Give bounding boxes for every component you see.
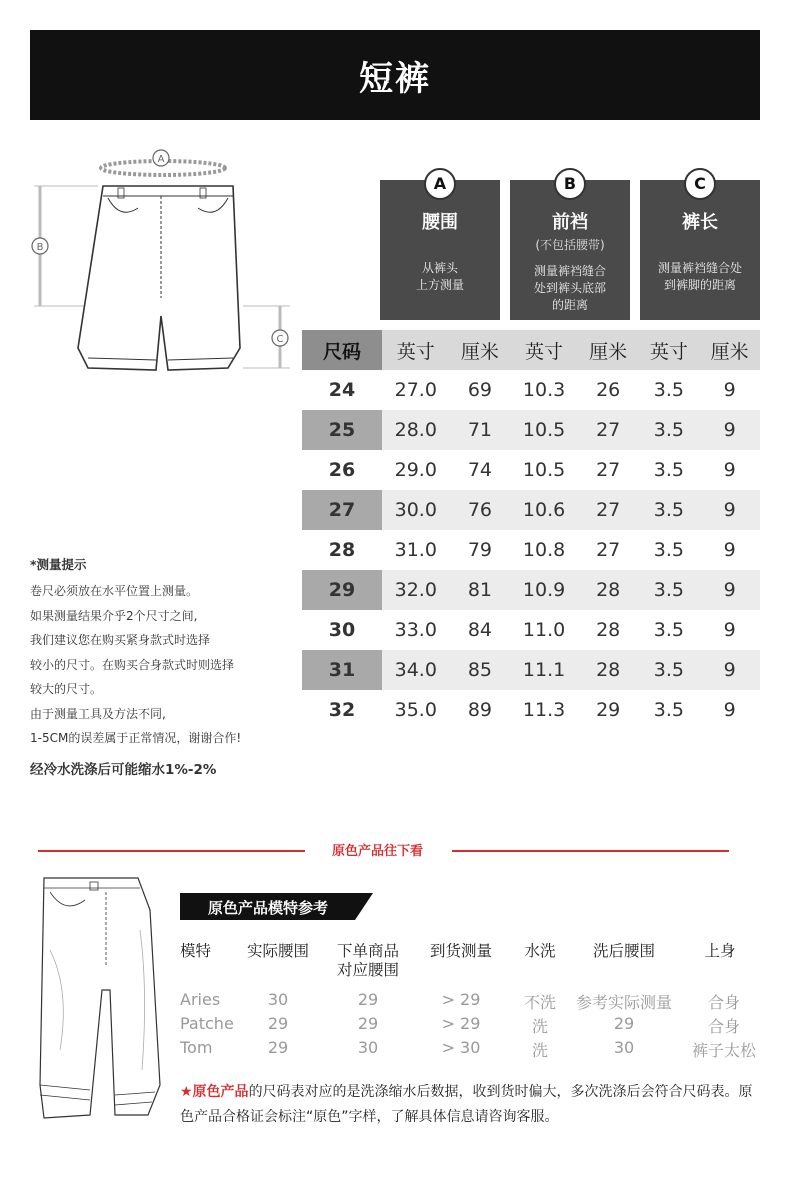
model-cell: 裤子太松 (691, 1041, 756, 1060)
table-row (302, 610, 760, 650)
measure-tips (30, 555, 300, 778)
value-cell: 11.0 (522, 619, 566, 641)
value-cell: 3.5 (653, 619, 684, 641)
value-cell: 76 (450, 490, 511, 530)
shorts-diagram (28, 148, 308, 378)
tips-title: *测量提示 (30, 557, 87, 572)
model-cell: 洗 (531, 1041, 548, 1060)
head-desc-line: 上方测量 (415, 278, 464, 292)
value-cell: 9 (723, 459, 736, 481)
value-cell: 29 (596, 699, 621, 721)
model-cell: 洗 (531, 1017, 548, 1036)
head-desc-line: 到裤脚的距离 (663, 278, 736, 292)
model-cell: 29 (267, 1014, 289, 1033)
value-cell: 85 (450, 650, 511, 690)
value-cell: 79 (467, 539, 492, 561)
raw-denim-note (180, 1080, 760, 1130)
model-cell: 参考实际测量 (575, 993, 672, 1012)
table-row (302, 410, 760, 450)
model-cell: 29 (613, 1014, 635, 1033)
header-inch: 英寸 (510, 330, 578, 370)
value-cell: 9 (699, 570, 760, 610)
size-cell: 27 (302, 490, 382, 530)
value-cell: 3.5 (653, 459, 684, 481)
model-head: 实际腰围 (246, 942, 309, 960)
size-cell: 32 (328, 699, 356, 721)
table-row (302, 690, 760, 730)
value-cell: 3.5 (639, 650, 700, 690)
tip-line: 卷尺必须放在水平位置上测量。 (30, 584, 199, 598)
value-cell: 10.9 (510, 570, 578, 610)
header-size: 尺码 (302, 330, 382, 370)
value-cell: 27 (596, 539, 621, 561)
shrink-note: 经冷水洗涤后可能缩水1%-2% (30, 761, 217, 778)
divider-right (452, 850, 729, 852)
size-cell: 31 (302, 650, 382, 690)
badge-a: A (424, 168, 456, 200)
svg-text:B: B (36, 242, 44, 253)
measure-head-waist (380, 174, 500, 320)
page-title: 短裤 (30, 30, 760, 120)
value-cell: 11.1 (510, 650, 578, 690)
head-title: 裤长 (682, 212, 718, 233)
badge-c: C (684, 168, 716, 200)
model-head: 到货测量 (429, 942, 492, 960)
value-cell: 28 (596, 619, 621, 641)
value-cell: 74 (467, 459, 492, 481)
model-cell: > 29 (441, 1014, 481, 1033)
size-table (302, 330, 760, 730)
value-cell: 9 (723, 619, 736, 641)
tip-line: 我们建议您在购买紧身款式时选择 (30, 633, 211, 647)
model-cell: 不洗 (523, 993, 556, 1012)
divider-left (38, 850, 305, 852)
value-cell: 9 (699, 490, 760, 530)
size-cell: 29 (302, 570, 382, 610)
model-head: 洗后腰围 (592, 942, 655, 960)
measure-head-rise (510, 174, 630, 320)
value-cell: 9 (723, 699, 736, 721)
tip-line: 如果测量结果介乎2个尺寸之间, (30, 608, 198, 623)
value-cell: 3.5 (653, 699, 684, 721)
value-cell: 27.0 (394, 379, 437, 401)
size-cell: 25 (302, 410, 382, 450)
model-head: 水洗 (524, 942, 556, 960)
head-desc-line: 测量裤裆缝合 (533, 264, 606, 278)
value-cell: 31.0 (394, 539, 437, 561)
size-cell: 24 (328, 379, 356, 401)
value-cell: 3.5 (653, 539, 684, 561)
head-desc-line: 测量裤裆缝合处 (657, 261, 742, 275)
header-cm: 厘米 (578, 330, 639, 370)
value-cell: 33.0 (394, 619, 437, 641)
size-cell: 30 (328, 619, 356, 641)
value-cell: 28 (578, 650, 639, 690)
value-cell: 89 (467, 699, 492, 721)
table-row (302, 570, 760, 610)
model-cell: 30 (267, 990, 289, 1009)
model-cell: 合身 (707, 1017, 740, 1036)
size-cell: 28 (328, 539, 356, 561)
value-cell: 3.5 (639, 570, 700, 610)
value-cell: 27 (578, 490, 639, 530)
model-cell: > 30 (441, 1038, 481, 1057)
table-row (302, 370, 760, 410)
value-cell: 34.0 (382, 650, 450, 690)
model-name: Patche (180, 1014, 234, 1033)
value-cell: 10.3 (522, 379, 566, 401)
head-subtitle: (不包括腰带) (535, 238, 605, 252)
jeans-diagram (30, 870, 170, 1125)
model-section-title: 原色产品模特参考 (208, 899, 329, 917)
head-title: 腰围 (422, 212, 458, 233)
value-cell: 3.5 (639, 490, 700, 530)
tip-line: 较小的尺寸。在购买合身款式时则选择 (30, 657, 235, 672)
size-cell: 26 (328, 459, 356, 481)
table-row (302, 450, 760, 490)
measure-head-length (640, 174, 760, 320)
value-cell: 27 (596, 459, 621, 481)
model-cell: 30 (613, 1038, 635, 1057)
model-cell: > 29 (441, 990, 481, 1009)
header-inch: 英寸 (639, 330, 700, 370)
value-cell: 32.0 (382, 570, 450, 610)
table-row (302, 490, 760, 530)
value-cell: 11.3 (522, 699, 566, 721)
value-cell: 9 (699, 650, 760, 690)
model-name: Tom (180, 1038, 213, 1057)
tip-line: 1-5CM的误差属于正常情况，谢谢合作! (30, 731, 242, 745)
value-cell: 9 (699, 410, 760, 450)
model-name: Aries (180, 990, 221, 1009)
value-cell: 10.5 (510, 410, 578, 450)
value-cell: 27 (578, 410, 639, 450)
model-head: 上身 (704, 942, 736, 960)
value-cell: 9 (723, 539, 736, 561)
table-row (302, 650, 760, 690)
divider-text: 原色产品往下看 (331, 844, 423, 859)
model-cell: 30 (357, 1038, 379, 1057)
value-cell: 81 (450, 570, 511, 610)
value-cell: 71 (450, 410, 511, 450)
badge-b: B (554, 168, 586, 200)
value-cell: 9 (723, 379, 736, 401)
value-cell: 3.5 (639, 410, 700, 450)
head-desc-line: 的距离 (551, 298, 588, 312)
header-inch: 英寸 (382, 330, 450, 370)
svg-text:A: A (157, 154, 165, 165)
value-cell: 10.5 (522, 459, 566, 481)
svg-text:C: C (276, 334, 284, 345)
value-cell: 26 (596, 379, 621, 401)
value-cell: 3.5 (653, 379, 684, 401)
tip-line: 较大的尺寸。 (30, 682, 103, 696)
raw-denim-highlight: ★原色产品 (180, 1084, 249, 1100)
raw-denim-note-text: 的尺码表对应的是洗涤缩水后数据，收到货时偏大，多次洗涤后会符合尺码表。原色产品合格证会标注“原色”字样，了解具体信息请咨询客服。 (180, 1084, 753, 1125)
value-cell: 28 (578, 570, 639, 610)
value-cell: 35.0 (394, 699, 437, 721)
model-cell: 合身 (707, 993, 740, 1012)
model-cell: 29 (357, 990, 379, 1009)
value-cell: 69 (467, 379, 492, 401)
value-cell: 30.0 (382, 490, 450, 530)
value-cell: 10.6 (510, 490, 578, 530)
header-cm: 厘米 (699, 330, 760, 370)
value-cell: 10.8 (522, 539, 566, 561)
tip-line: 由于测量工具及方法不同, (30, 706, 166, 721)
value-cell: 29.0 (394, 459, 437, 481)
head-desc-line: 从裤头 (421, 261, 458, 275)
model-head: 模特 (180, 942, 212, 960)
value-cell: 84 (467, 619, 492, 641)
table-header-row (302, 330, 760, 370)
model-cell: 29 (357, 1014, 379, 1033)
value-cell: 28.0 (382, 410, 450, 450)
head-title: 前裆 (552, 212, 588, 233)
model-head: 下单商品 对应腰围 (336, 942, 399, 979)
table-row (302, 530, 760, 570)
model-cell: 29 (267, 1038, 289, 1057)
header-cm: 厘米 (450, 330, 511, 370)
head-desc-line: 处到裤头底部 (533, 281, 606, 295)
